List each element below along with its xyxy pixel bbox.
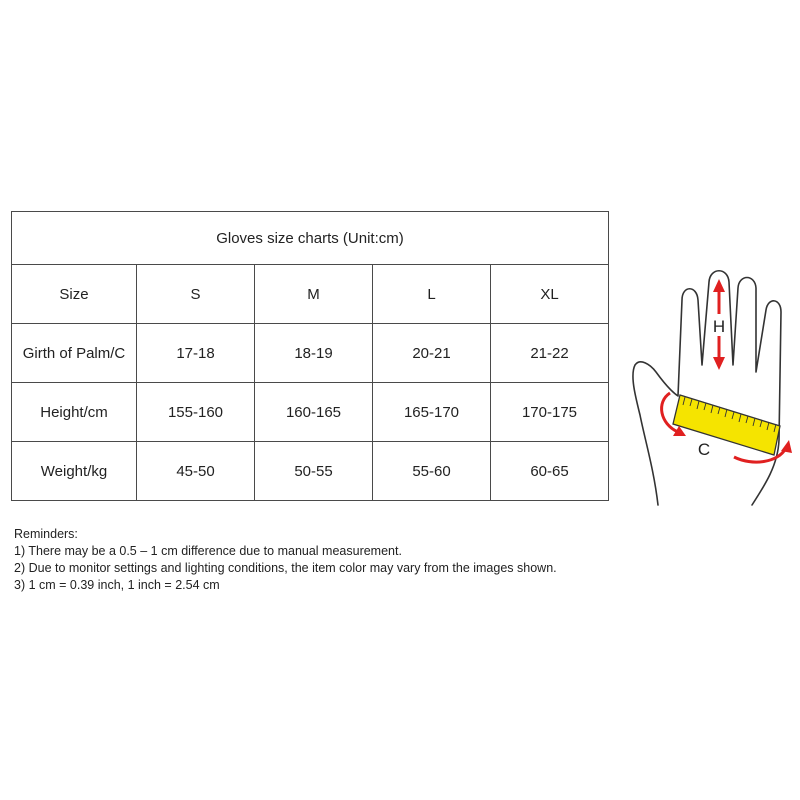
table-row: [12, 442, 609, 501]
table-cell: 160-165: [255, 383, 373, 442]
header-cell: XL: [491, 265, 609, 324]
header-cell: L: [373, 265, 491, 324]
reminder-item: 2) Due to monitor settings and lighting conditions, the item color may vary from the images shown.: [14, 561, 557, 575]
reminder-item: 1) There may be a 0.5 – 1 cm difference due to manual measurement.: [14, 544, 402, 558]
reminders-section: [14, 526, 614, 594]
circumference-label: C: [697, 440, 711, 459]
table-cell: 60-65: [491, 442, 609, 501]
table-cell: 17-18: [137, 324, 255, 383]
row-label: Height/cm: [12, 383, 137, 442]
table-cell: 165-170: [373, 383, 491, 442]
table-title-row: [12, 212, 609, 265]
header-cell: S: [137, 265, 255, 324]
row-label: Girth of Palm/C: [12, 324, 137, 383]
height-label: H: [712, 317, 726, 336]
table-cell: 155-160: [137, 383, 255, 442]
hand-measurement-diagram: [626, 262, 800, 510]
table-cell: 45-50: [137, 442, 255, 501]
table-row: [12, 324, 609, 383]
table-row: [12, 383, 609, 442]
table-cell: 18-19: [255, 324, 373, 383]
table-cell: 21-22: [491, 324, 609, 383]
reminders-heading: Reminders:: [14, 527, 78, 541]
size-chart-table: [11, 211, 609, 501]
hand-outline: [633, 271, 781, 505]
table-header-row: [12, 265, 609, 324]
header-cell: Size: [12, 265, 137, 324]
header-cell: M: [255, 265, 373, 324]
table-cell: 20-21: [373, 324, 491, 383]
row-label: Weight/kg: [12, 442, 137, 501]
table-cell: 55-60: [373, 442, 491, 501]
table-cell: 50-55: [255, 442, 373, 501]
table-cell: 170-175: [491, 383, 609, 442]
table-title: Gloves size charts (Unit:cm): [12, 212, 609, 265]
reminder-item: 3) 1 cm = 0.39 inch, 1 inch = 2.54 cm: [14, 578, 220, 592]
